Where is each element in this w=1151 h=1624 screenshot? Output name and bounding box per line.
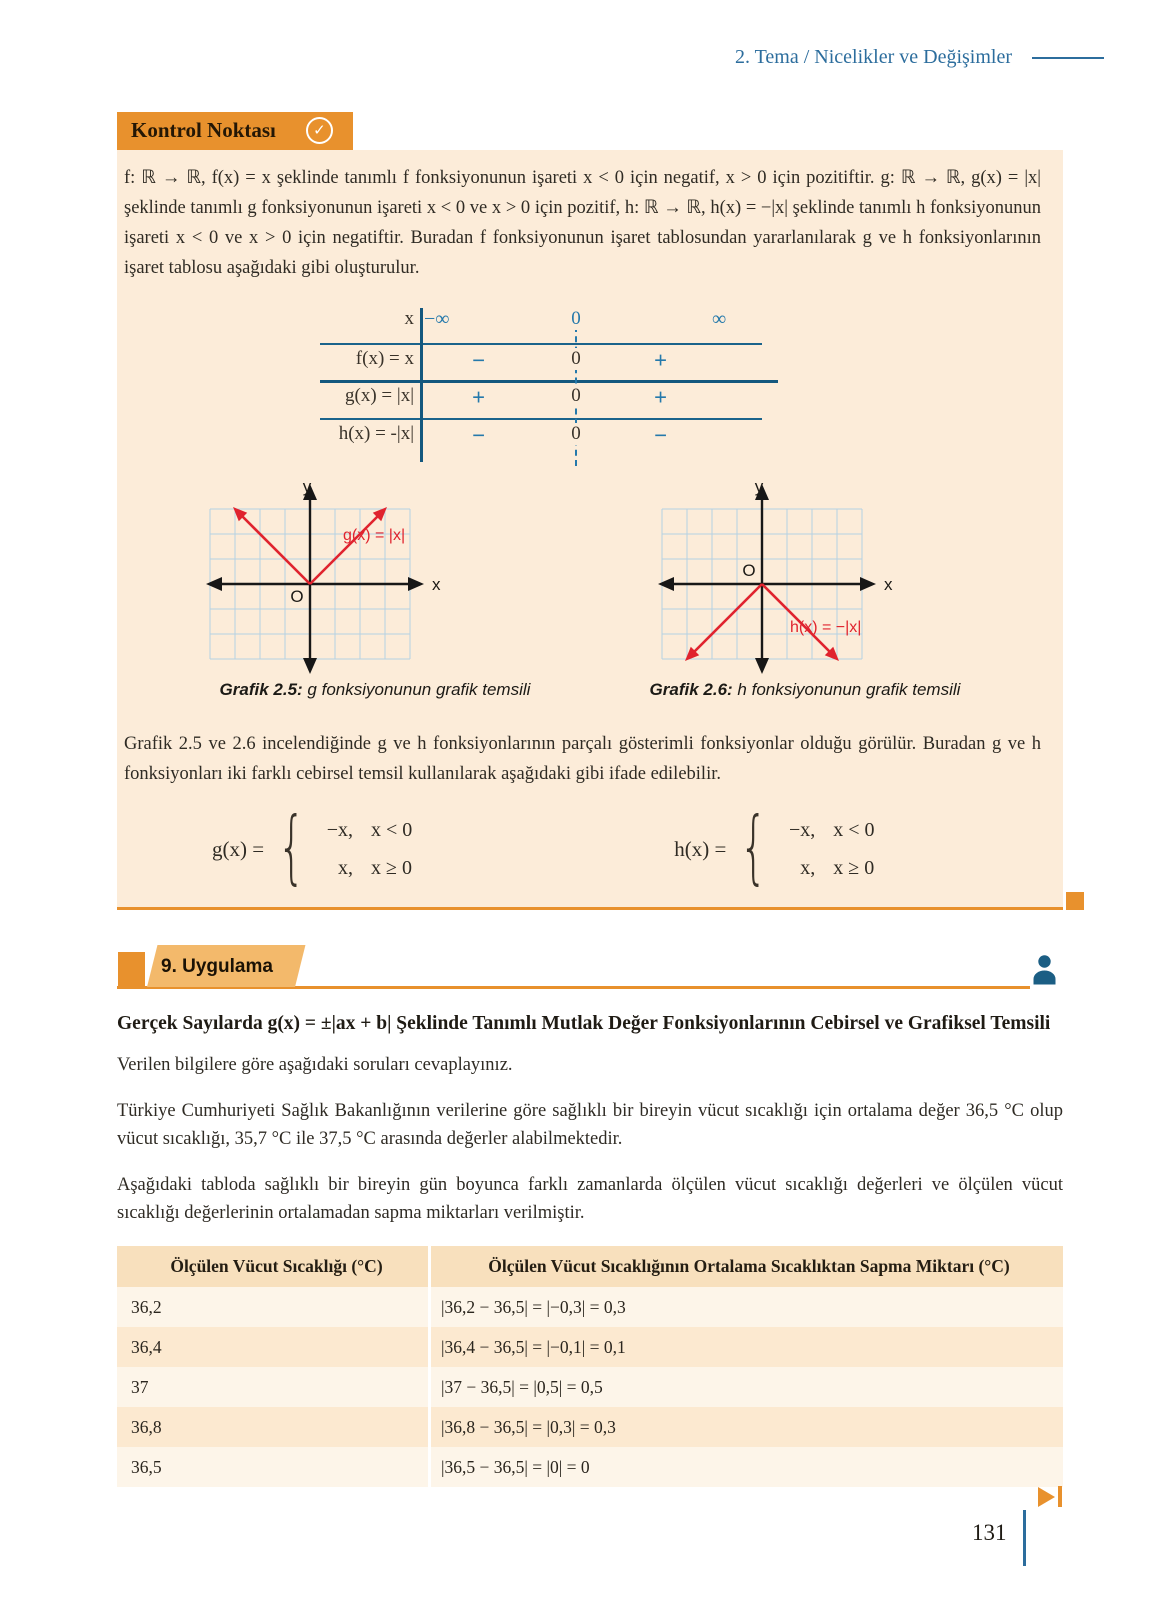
table-header-deviation: Ölçülen Vücut Sıcaklığının Ortalama Sıcaklıktan Sapma Miktarı (°C) <box>430 1246 1064 1287</box>
measured-value: 36,2 <box>117 1287 430 1327</box>
measured-value: 36,8 <box>117 1407 430 1447</box>
origin-label: O <box>742 560 756 580</box>
table-row <box>117 1447 1063 1487</box>
page-number: 131 <box>972 1520 1007 1545</box>
piecewise-h <box>674 799 875 893</box>
piecewise-row <box>212 799 1041 893</box>
kontrol-paragraph-1: f: ℝ → ℝ, f(x) = x şeklinde tanımlı f fonksiyonunun işareti x < 0 için negatif, x > 0 için pozitiftir. g: ℝ → ℝ, g(x) = |x| şeklinde tanımlı g fonksiyonunun işareti x < 0 ve x > 0 için pozitif, h: ℝ → ℝ, h(x) = −|x| şeklinde tanımlı h fonksiyonunun işareti x < 0 ve x > 0 için negatiftir. Buradan f fonksiyonunun işaret tablosundan yararlanılarak g ve h fonksiyonlarının işaret tablosu aşağıdaki gibi oluşturulur. <box>124 168 1041 278</box>
table-header-measured: Ölçülen Vücut Sıcaklığı (°C) <box>117 1246 430 1287</box>
sign-row-f-zero: 0 <box>560 348 592 370</box>
table-row <box>117 1407 1063 1447</box>
sign-row-f-label: f(x) = x <box>355 347 414 369</box>
g-case1-cond: x < 0 <box>371 819 413 842</box>
next-triangle-icon <box>1038 1487 1055 1507</box>
y-axis-label: y <box>302 476 312 496</box>
g-case2-expr: x, <box>338 857 353 880</box>
sign-table-var: x <box>404 307 414 329</box>
x-axis-right-arrow <box>860 577 876 591</box>
h-case2-cond: x ≥ 0 <box>833 857 875 880</box>
sign-row-h-zero: 0 <box>560 423 592 445</box>
h-case2-expr: x, <box>800 857 816 880</box>
graph-neg-abs-x <box>652 474 902 684</box>
deviation-expression: |36,8 − 36,5| = |0,3| = 0,3 <box>430 1407 1064 1447</box>
panel-corner-square <box>1066 892 1084 910</box>
table-row <box>117 1367 1063 1407</box>
caption-text: g fonksiyonunun grafik temsili <box>302 679 531 699</box>
origin-label: O <box>290 586 304 606</box>
kontrol-banner <box>117 112 353 150</box>
left-brace: { <box>277 799 306 893</box>
sign-row-h-label: h(x) = -|x| <box>338 422 414 444</box>
next-page-icon[interactable] <box>1038 1486 1062 1507</box>
sign-table-zero-header: 0 <box>560 308 592 330</box>
deviation-expression: |37 − 36,5| = |0,5| = 0,5 <box>430 1367 1064 1407</box>
sign-row-g-left: + <box>472 384 486 410</box>
h-function-label: h(x) = −|x| <box>790 618 862 636</box>
x-axis-right-arrow <box>408 577 424 591</box>
y-axis-label: y <box>754 476 764 496</box>
sign-row-f-right: + <box>654 347 668 373</box>
uygulama-paragraph-1: Verilen bilgilere göre aşağıdaki soruları cevaplayınız. <box>117 1055 513 1076</box>
graph-abs-x <box>200 474 450 684</box>
person-icon <box>1031 954 1058 985</box>
sign-row-g-zero: 0 <box>560 385 592 407</box>
caption-number: Grafik 2.6: <box>649 679 733 699</box>
sign-row-h-left: − <box>472 422 486 448</box>
badge-square <box>118 952 145 986</box>
temperature-table <box>117 1246 1063 1487</box>
g-case1-expr: −x, <box>326 819 353 842</box>
sign-table <box>320 308 780 464</box>
table-row <box>117 1327 1063 1367</box>
deviation-expression: |36,2 − 36,5| = |−0,3| = 0,3 <box>430 1287 1064 1327</box>
graph-2-6-caption <box>620 680 990 700</box>
next-bar-icon <box>1058 1486 1062 1507</box>
uygulama-section <box>117 930 1063 1487</box>
g-function-name: g(x) = <box>212 837 265 862</box>
sign-row-g-right: + <box>654 384 668 410</box>
y-axis-down-arrow <box>755 658 769 674</box>
sign-table-line-1 <box>320 343 762 345</box>
g-cases <box>319 819 412 880</box>
sign-row-g-label: g(x) = |x| <box>345 384 414 406</box>
g-function-label: g(x) = |x| <box>343 526 406 544</box>
header-rule <box>1032 57 1104 59</box>
x-axis-left-arrow <box>206 577 222 591</box>
page-header <box>735 46 1104 69</box>
sign-row-f-left: − <box>472 347 486 373</box>
x-axis-left-arrow <box>658 577 674 591</box>
x-axis-label: x <box>432 574 441 594</box>
deviation-expression: |36,5 − 36,5| = |0| = 0 <box>430 1447 1064 1487</box>
kontrol-paragraph-2: Grafik 2.5 ve 2.6 incelendiğinde g ve h fonksiyonlarının parçalı gösterimli fonksiyonlar olduğu görülür. Buradan g ve h fonksiyonları iki farklı cebirsel temsil kullanılarak aşağıdaki gibi ifade edilebilir. <box>124 733 1041 784</box>
kontrol-panel <box>117 150 1063 910</box>
h-case1-expr: −x, <box>789 819 816 842</box>
deviation-expression: |36,4 − 36,5| = |−0,1| = 0,1 <box>430 1327 1064 1367</box>
g-case2-cond: x ≥ 0 <box>371 857 412 880</box>
sign-table-line-3 <box>320 418 762 420</box>
measured-value: 36,4 <box>117 1327 430 1367</box>
uygulama-badge-label: 9. Uygulama <box>161 956 273 977</box>
check-circle-icon: ✓ <box>306 117 333 144</box>
h-left-branch <box>693 584 762 653</box>
measured-value: 36,5 <box>117 1447 430 1487</box>
h-function-name: h(x) = <box>674 837 727 862</box>
y-axis-down-arrow <box>303 658 317 674</box>
x-axis-label: x <box>884 574 893 594</box>
sign-table-vertical-line <box>420 308 423 462</box>
chapter-title: 2. Tema / Nicelikler ve Değişimler <box>734 46 1012 68</box>
h-case1-cond: x < 0 <box>833 819 875 842</box>
table-header-row <box>117 1246 1063 1287</box>
caption-text: h fonksiyonunun grafik temsili <box>732 679 961 699</box>
graph-2-5-caption <box>190 680 560 700</box>
h-cases <box>781 819 874 880</box>
g-left-branch <box>241 515 310 584</box>
uygulama-paragraph-3: Aşağıdaki tabloda sağlıklı bir bireyin gün boyunca farklı zamanlarda ölçülen vücut sıcaklığı değerleri ve ölçülen vücut sıcaklığı değerlerinin ortalamadan sapma miktarları verilmiştir. <box>117 1175 1063 1224</box>
left-brace: { <box>739 799 768 893</box>
page-number-rule <box>1023 1510 1026 1566</box>
uygulama-header-row <box>117 930 1030 989</box>
uygulama-paragraph-2: Türkiye Cumhuriyeti Sağlık Bakanlığının verilerine göre sağlıklı bir bireyin vücut sıcaklığı için ortalama değer 36,5 °C olup vücut sıcaklığı, 35,7 °C ile 37,5 °C arasında değerler alabilmektedir. <box>117 1101 1063 1150</box>
caption-number: Grafik 2.5: <box>219 679 303 699</box>
measured-value: 37 <box>117 1367 430 1407</box>
table-row <box>117 1287 1063 1327</box>
sign-table-pos-inf: ∞ <box>712 307 727 330</box>
uygulama-heading: Gerçek Sayılarda g(x) = ±|ax + b| Şeklinde Tanımlı Mutlak Değer Fonksiyonlarının Cebirsel ve Grafiksel Temsili <box>117 1013 1051 1034</box>
kontrol-title: Kontrol Noktası <box>131 117 276 142</box>
sign-table-neg-inf: −∞ <box>424 307 450 330</box>
piecewise-g <box>212 799 413 893</box>
sign-row-h-right: − <box>654 422 668 448</box>
sign-table-line-2 <box>320 380 778 384</box>
graphs-row <box>124 474 1041 716</box>
g-right-branch <box>310 515 379 584</box>
kontrol-noktasi-section <box>117 112 1063 910</box>
